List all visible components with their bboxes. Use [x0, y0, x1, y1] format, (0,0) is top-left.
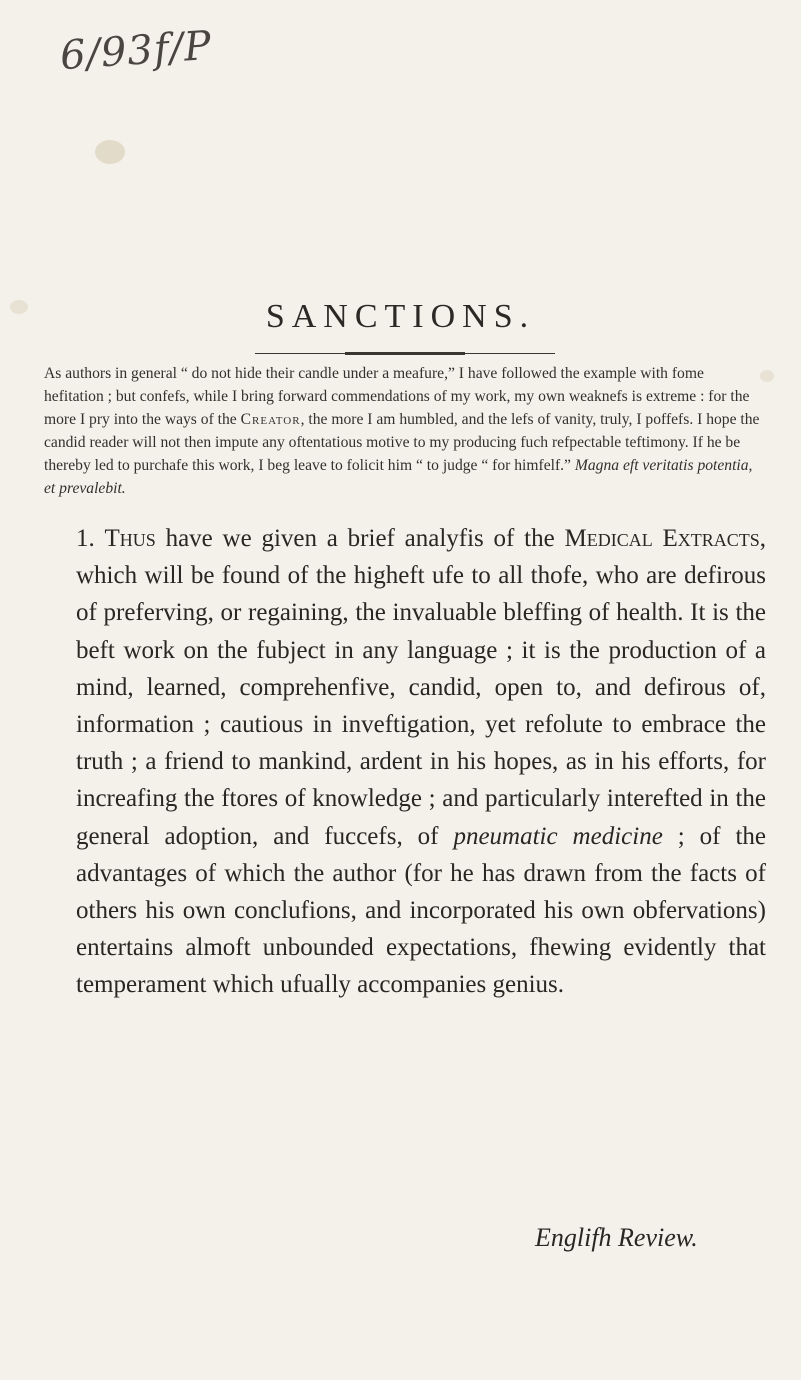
author-intro-paragraph [44, 362, 764, 500]
review-number: 1. [76, 525, 105, 552]
ornamental-rule [255, 352, 555, 355]
review-thus: Thus [104, 525, 156, 552]
handwritten-shelfmark: 6/93f/P [58, 22, 214, 80]
intro-text: , the more I am humbled, and the lefs of vanity, truly, I poffefs. I hope the candid reader will not then impute any oftentatious motive to my producing fuch refpectable teftimony. If he be thereby led to purchafe this work, I beg leave to folicit him “ to judge “ for himfelf.” [44, 411, 760, 474]
intro-text: As authors in general “ do not hide their candle under a meafure,” I have followed the example with fome hefitation ; but confefs, while I bring forward commendations of my work, my own weaknefs is extreme : for the more I pry into the ways of the [44, 365, 750, 428]
latin-motto: Magna eft veritatis potentia, et prevalebit. [44, 457, 753, 497]
review-text: , which will be found of the higheft ufe to all thofe, who are defirous of preferving, or regaining, the invaluable bleffing of health. It is the beft work on the fubject in any language ; it is the production of a mind, learned, comprehenfive, candid, open to, and defirous of, information ; cautious in inveftigation, yet refolute to embrace the truth ; a friend to mankind, ardent in his hopes, as in his efforts, for increafing the ftores of knowledge ; and particularly interefted in the general adoption, and fuccefs, of [76, 525, 767, 850]
review-text: ; of the advantages of which the author (for he has drawn from the facts of others his own conclufions, and incorporated his own obfervations) entertains almoft unbounded expectations, fhewing evidently that temperament which ufually accompanies genius. [76, 822, 766, 999]
review-medical-extracts: Medical Extracts [564, 525, 760, 552]
review-quotation [76, 520, 766, 1004]
page-title: SANCTIONS. [265, 298, 536, 335]
review-source: Englifh Review. [535, 1223, 698, 1252]
foxing-stain [95, 140, 125, 164]
review-text: have we given a brief analyfis of the [155, 525, 565, 552]
intro-creator: Creator [240, 411, 301, 428]
review-pneumatic-medicine: pneumatic medicine [453, 822, 663, 850]
